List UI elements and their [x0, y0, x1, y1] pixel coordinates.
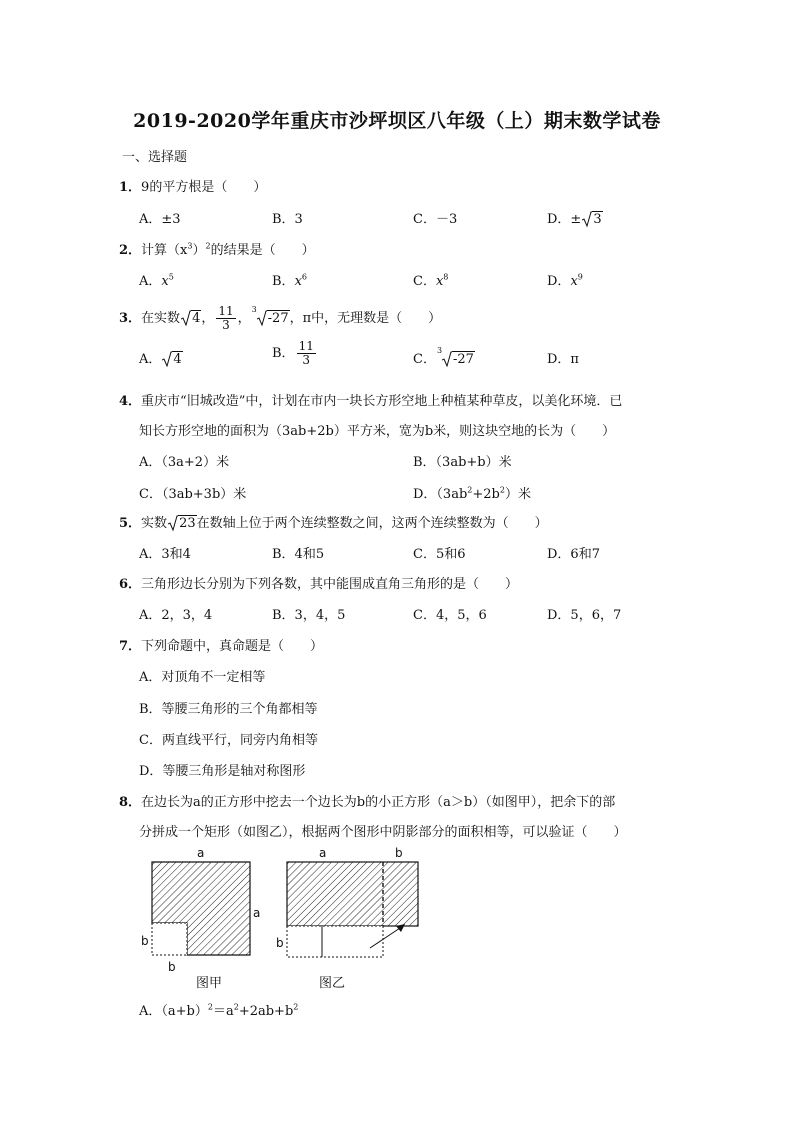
q6-option-a[interactable]: A．2，3，4	[139, 608, 213, 623]
q4-option-d[interactable]	[413, 483, 531, 502]
label-b-bottom: b	[168, 960, 176, 974]
figure-yi	[287, 862, 418, 957]
root-index: 3	[436, 346, 443, 355]
page-title: 2019-2020学年重庆市沙坪坝区八年级（上）期末数学试卷	[133, 110, 661, 132]
option-text: ）米	[504, 487, 531, 502]
question-number: 7．	[119, 639, 142, 654]
q3-option-c[interactable]	[413, 348, 475, 367]
q6-option-c[interactable]: C．4，5，6	[413, 608, 487, 623]
fraction	[297, 340, 316, 367]
sqrt-symbol	[582, 212, 602, 227]
sqrt-symbol	[162, 352, 182, 367]
question-4-line-1	[119, 390, 622, 409]
exponent: 2	[293, 1002, 299, 1012]
question-3	[119, 305, 441, 332]
denominator: 3	[302, 353, 311, 367]
question-text: 三角形边长分别为下列各数，其中能围成直角三角形的是（ ）	[141, 577, 519, 592]
question-text-post: ）	[192, 243, 206, 258]
variable: x	[161, 274, 169, 289]
numerator: 11	[218, 304, 234, 318]
separator: ，	[201, 311, 215, 326]
radicand: 3	[593, 212, 602, 227]
question-7	[119, 635, 323, 654]
q1-option-d[interactable]	[547, 208, 603, 227]
label-a-top-2: a	[319, 846, 327, 860]
option-text: A．（a+b）	[139, 1004, 208, 1019]
question-1	[119, 176, 266, 195]
variable: x	[435, 274, 444, 289]
yi-moved-piece	[287, 926, 383, 957]
question-6	[119, 573, 518, 592]
question-number: 5．	[119, 516, 142, 531]
label-a-top: a	[197, 846, 205, 860]
q3-option-a[interactable]	[139, 348, 183, 367]
q8-figure	[120, 840, 440, 994]
option-label: A．	[139, 352, 162, 367]
option-text: ＝a	[212, 1004, 234, 1019]
question-text-post: 在数轴上位于两个连续整数之间，这两个连续整数为（ ）	[196, 516, 548, 531]
q3-option-d[interactable]: D．π	[547, 352, 579, 367]
q6-option-d[interactable]: D．5，6，7	[547, 608, 622, 623]
option-label: C．	[413, 274, 436, 289]
caption-jia: 图甲	[196, 976, 223, 991]
exponent: 5	[168, 272, 174, 282]
question-2	[119, 239, 315, 258]
q5-option-a[interactable]: A．3和4	[139, 547, 191, 562]
variable: x	[570, 274, 578, 289]
q5-option-b[interactable]: B．4和5	[272, 547, 325, 562]
label-b-left-2: b	[276, 936, 284, 950]
question-number: 8．	[119, 795, 142, 810]
exponent: 9	[577, 272, 583, 282]
q3-option-b[interactable]	[272, 340, 318, 367]
denominator: 3	[222, 318, 230, 332]
option-text: +2b	[472, 487, 500, 502]
question-5	[119, 512, 548, 531]
radicand: 4	[192, 311, 201, 326]
numerator: 11	[298, 339, 314, 353]
question-number: 1．	[119, 180, 142, 195]
radicand: 23	[179, 516, 196, 531]
exponent: 2	[207, 1002, 213, 1012]
q7-option-d[interactable]: D．等腰三角形是轴对称图形	[139, 764, 306, 779]
q5-option-d[interactable]: D．6和7	[547, 547, 600, 562]
option-label: C．	[413, 352, 436, 367]
figure-jia	[152, 862, 250, 955]
option-label: D．	[547, 274, 571, 289]
jia-removed-square	[152, 923, 187, 955]
question-text-post: ，π中，无理数是（ ）	[289, 311, 442, 326]
question-text: 在边长为a的正方形中挖去一个边长为b的小正方形（a＞b）（如图甲），把余下的部	[141, 795, 616, 810]
q4-option-b[interactable]: B．（3ab+b）米	[413, 455, 512, 470]
question-text: 重庆市“旧城改造”中，计划在市内一块长方形空地上种植某种草皮，以美化环境．已	[141, 394, 623, 409]
q2-option-d[interactable]	[547, 270, 583, 289]
separator: ，	[237, 311, 251, 326]
question-text: 下列命题中，真命题是（ ）	[141, 639, 324, 654]
variable: x	[294, 274, 302, 289]
exponent: 2	[499, 485, 505, 495]
option-text: +2ab+b	[238, 1004, 294, 1019]
radicand: -27	[267, 311, 289, 326]
fraction	[216, 305, 235, 332]
q1-option-a[interactable]: A．±3	[139, 212, 181, 227]
q5-option-c[interactable]: C．5和6	[413, 547, 466, 562]
option-label: B．	[272, 274, 295, 289]
exponent: 2	[467, 485, 473, 495]
q4-option-c[interactable]: C．（3ab+3b）米	[139, 487, 247, 502]
question-8-line-2: 分拼成一个矩形（如图乙），根据两个图形中阴影部分的面积相等，可以验证（ ）	[139, 825, 627, 840]
radicand: 4	[173, 352, 182, 367]
caption-yi: 图乙	[319, 976, 346, 991]
q2-option-a[interactable]	[139, 270, 174, 289]
radicand: -27	[452, 352, 474, 367]
q2-option-b[interactable]	[272, 270, 307, 289]
option-label: B．	[272, 346, 295, 361]
q1-option-b[interactable]: B．3	[272, 212, 303, 227]
question-4-line-2: 知长方形空地的面积为（3ab+2b）平方米，宽为b米，则这块空地的长为（ ）	[139, 424, 616, 439]
section-heading: 一、选择题	[122, 150, 188, 165]
label-b-left: b	[141, 934, 149, 948]
question-8-line-1	[119, 791, 615, 810]
exponent: 6	[301, 272, 307, 282]
option-label: D．±	[547, 212, 582, 227]
question-number: 2．	[119, 243, 142, 258]
question-number: 6．	[119, 577, 142, 592]
exponent: 2	[205, 241, 211, 251]
q7-option-c[interactable]: C．两直线平行，同旁内角相等	[139, 733, 318, 748]
sqrt-symbol	[168, 516, 197, 531]
exponent: 8	[443, 272, 449, 282]
q8-option-a[interactable]	[139, 1000, 298, 1019]
cube-root-symbol	[436, 346, 475, 367]
question-number: 3．	[119, 311, 142, 326]
label-a-side: a	[253, 906, 261, 920]
question-text-pre: 计算（x	[141, 243, 188, 258]
question-text-pre: 在实数	[141, 311, 181, 326]
q2-option-c[interactable]	[413, 270, 448, 289]
question-text: 9的平方根是（ ）	[141, 180, 267, 195]
exponent: 3	[187, 241, 193, 251]
exponent: 2	[233, 1002, 239, 1012]
q1-option-c[interactable]: C．－3	[413, 212, 458, 227]
q6-option-b[interactable]: B．3，4，5	[272, 608, 346, 623]
cube-root-symbol	[251, 305, 290, 326]
label-b-top-2: b	[395, 846, 403, 860]
yi-shaded-region	[287, 862, 418, 926]
option-label: A．	[139, 274, 162, 289]
option-text: D．（3ab	[413, 487, 468, 502]
question-text-tail: 的结果是（ ）	[210, 243, 315, 258]
q7-option-a[interactable]: A．对顶角不一定相等	[139, 670, 266, 685]
q7-option-b[interactable]: B．等腰三角形的三个角都相等	[139, 702, 318, 717]
root-index: 3	[251, 305, 257, 314]
question-text-pre: 实数	[141, 516, 168, 531]
sqrt-symbol	[181, 311, 201, 326]
q4-option-a[interactable]: A．（3a+2）米	[139, 455, 230, 470]
question-number: 4．	[119, 394, 142, 409]
